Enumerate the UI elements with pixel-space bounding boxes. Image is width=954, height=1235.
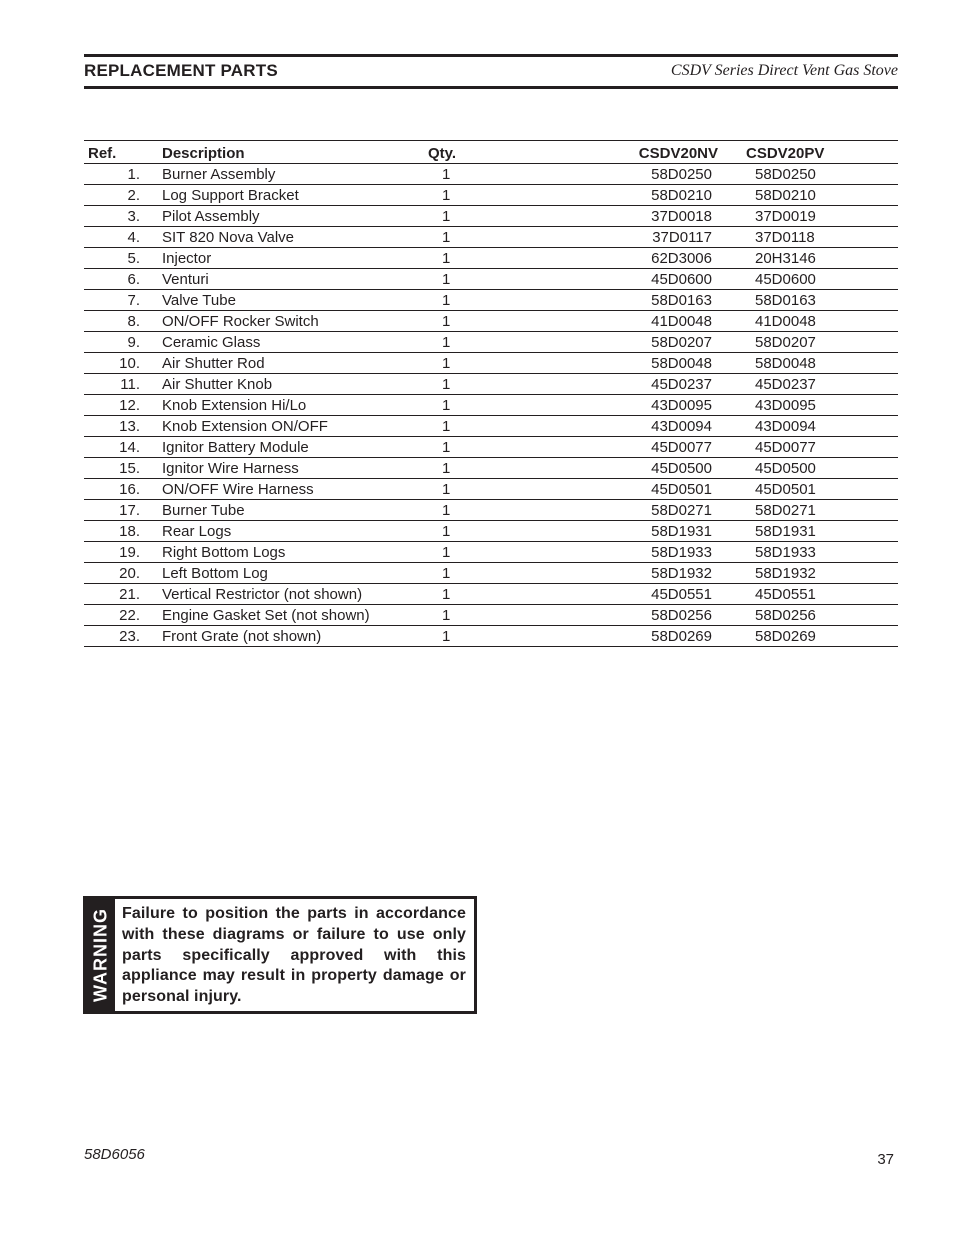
table-row — [84, 395, 898, 416]
cell-spacer — [851, 353, 898, 374]
cell-spacer — [851, 605, 898, 626]
document-number: 58D6056 — [84, 1146, 145, 1163]
table-row — [84, 332, 898, 353]
table-row — [84, 563, 898, 584]
cell-qty: 1 — [424, 248, 592, 269]
cell-qty: 1 — [424, 290, 592, 311]
cell-ref: 15. — [84, 458, 162, 479]
cell-description: Vertical Restrictor (not shown) — [162, 584, 424, 605]
cell-csdv20pv: 58D1931 — [732, 521, 851, 542]
cell-spacer — [851, 164, 898, 185]
cell-description: Burner Assembly — [162, 164, 424, 185]
cell-ref: 12. — [84, 395, 162, 416]
cell-csdv20pv: 43D0095 — [732, 395, 851, 416]
cell-ref: 10. — [84, 353, 162, 374]
cell-ref: 7. — [84, 290, 162, 311]
cell-csdv20pv: 58D0163 — [732, 290, 851, 311]
cell-qty: 1 — [424, 521, 592, 542]
cell-description: Air Shutter Rod — [162, 353, 424, 374]
parts-table — [84, 140, 898, 647]
cell-qty: 1 — [424, 437, 592, 458]
cell-spacer — [851, 584, 898, 605]
cell-qty: 1 — [424, 206, 592, 227]
cell-ref: 14. — [84, 437, 162, 458]
cell-csdv20nv: 58D0048 — [592, 353, 732, 374]
cell-ref: 9. — [84, 332, 162, 353]
cell-spacer — [851, 479, 898, 500]
cell-spacer — [851, 206, 898, 227]
table-row — [84, 185, 898, 206]
cell-ref: 21. — [84, 584, 162, 605]
cell-spacer — [851, 542, 898, 563]
cell-csdv20pv: 58D0250 — [732, 164, 851, 185]
cell-description: SIT 820 Nova Valve — [162, 227, 424, 248]
cell-csdv20nv: 58D0210 — [592, 185, 732, 206]
column-header-spacer — [851, 141, 898, 164]
cell-qty: 1 — [424, 311, 592, 332]
cell-ref: 19. — [84, 542, 162, 563]
cell-qty: 1 — [424, 500, 592, 521]
cell-ref: 1. — [84, 164, 162, 185]
cell-description: Pilot Assembly — [162, 206, 424, 227]
cell-qty: 1 — [424, 605, 592, 626]
cell-description: Ignitor Wire Harness — [162, 458, 424, 479]
cell-csdv20pv: 58D1932 — [732, 563, 851, 584]
cell-ref: 18. — [84, 521, 162, 542]
cell-qty: 1 — [424, 395, 592, 416]
cell-csdv20pv: 45D0500 — [732, 458, 851, 479]
cell-description: Burner Tube — [162, 500, 424, 521]
table-row — [84, 164, 898, 185]
cell-qty: 1 — [424, 227, 592, 248]
cell-csdv20nv: 58D0163 — [592, 290, 732, 311]
warning-text: Failure to position the parts in accordance with these diagrams or failure to use only parts specifically approved with this appliance may result in property damage or personal injury. — [122, 905, 466, 1006]
table-row — [84, 479, 898, 500]
cell-csdv20pv: 45D0237 — [732, 374, 851, 395]
table-header-row — [84, 141, 898, 164]
cell-spacer — [851, 332, 898, 353]
cell-spacer — [851, 626, 898, 647]
cell-spacer — [851, 248, 898, 269]
cell-csdv20nv: 58D0250 — [592, 164, 732, 185]
cell-ref: 13. — [84, 416, 162, 437]
cell-ref: 5. — [84, 248, 162, 269]
cell-qty: 1 — [424, 416, 592, 437]
cell-ref: 3. — [84, 206, 162, 227]
cell-description: Log Support Bracket — [162, 185, 424, 206]
cell-ref: 17. — [84, 500, 162, 521]
cell-csdv20nv: 62D3006 — [592, 248, 732, 269]
warning-label-bar — [86, 899, 115, 1011]
cell-csdv20nv: 45D0501 — [592, 479, 732, 500]
table-row — [84, 374, 898, 395]
cell-csdv20pv: 58D0210 — [732, 185, 851, 206]
cell-csdv20nv: 45D0551 — [592, 584, 732, 605]
cell-csdv20nv: 45D0500 — [592, 458, 732, 479]
cell-csdv20pv: 20H3146 — [732, 248, 851, 269]
cell-csdv20nv: 58D0207 — [592, 332, 732, 353]
cell-ref: 16. — [84, 479, 162, 500]
section-title: REPLACEMENT PARTS — [84, 61, 278, 80]
cell-spacer — [851, 458, 898, 479]
cell-description: Engine Gasket Set (not shown) — [162, 605, 424, 626]
cell-csdv20pv: 58D0256 — [732, 605, 851, 626]
cell-ref: 6. — [84, 269, 162, 290]
cell-description: ON/OFF Rocker Switch — [162, 311, 424, 332]
column-header-csdv20pv: CSDV20PV — [732, 141, 851, 164]
cell-csdv20pv: 58D0271 — [732, 500, 851, 521]
parts-table-body — [84, 164, 898, 647]
cell-csdv20nv: 58D1931 — [592, 521, 732, 542]
cell-qty: 1 — [424, 185, 592, 206]
table-row — [84, 353, 898, 374]
cell-spacer — [851, 437, 898, 458]
table-row — [84, 290, 898, 311]
table-row — [84, 584, 898, 605]
cell-qty: 1 — [424, 458, 592, 479]
cell-csdv20pv: 37D0118 — [732, 227, 851, 248]
page-header — [84, 54, 898, 89]
cell-csdv20nv: 41D0048 — [592, 311, 732, 332]
table-row — [84, 437, 898, 458]
page-number: 37 — [877, 1151, 894, 1168]
cell-description: Left Bottom Log — [162, 563, 424, 584]
cell-description: ON/OFF Wire Harness — [162, 479, 424, 500]
cell-description: Right Bottom Logs — [162, 542, 424, 563]
cell-spacer — [851, 500, 898, 521]
cell-csdv20nv: 43D0095 — [592, 395, 732, 416]
cell-ref: 2. — [84, 185, 162, 206]
cell-qty: 1 — [424, 584, 592, 605]
product-subtitle: CSDV Series Direct Vent Gas Stove — [670, 62, 898, 79]
cell-ref: 4. — [84, 227, 162, 248]
cell-csdv20nv: 45D0600 — [592, 269, 732, 290]
cell-spacer — [851, 374, 898, 395]
cell-ref: 23. — [84, 626, 162, 647]
cell-csdv20pv: 58D0207 — [732, 332, 851, 353]
cell-description: Front Grate (not shown) — [162, 626, 424, 647]
table-row — [84, 626, 898, 647]
column-header-qty: Qty. — [424, 141, 592, 164]
cell-qty: 1 — [424, 164, 592, 185]
column-header-ref: Ref. — [84, 141, 162, 164]
cell-csdv20pv: 45D0551 — [732, 584, 851, 605]
cell-qty: 1 — [424, 332, 592, 353]
table-row — [84, 269, 898, 290]
cell-qty: 1 — [424, 479, 592, 500]
table-row — [84, 500, 898, 521]
cell-csdv20pv: 58D0269 — [732, 626, 851, 647]
cell-csdv20nv: 45D0077 — [592, 437, 732, 458]
table-row — [84, 248, 898, 269]
cell-qty: 1 — [424, 542, 592, 563]
table-row — [84, 458, 898, 479]
cell-csdv20pv: 45D0600 — [732, 269, 851, 290]
cell-spacer — [851, 521, 898, 542]
cell-csdv20pv: 41D0048 — [732, 311, 851, 332]
cell-description: Knob Extension Hi/Lo — [162, 395, 424, 416]
cell-qty: 1 — [424, 353, 592, 374]
cell-qty: 1 — [424, 563, 592, 584]
cell-csdv20nv: 45D0237 — [592, 374, 732, 395]
cell-spacer — [851, 290, 898, 311]
cell-csdv20nv: 58D1933 — [592, 542, 732, 563]
cell-qty: 1 — [424, 374, 592, 395]
cell-csdv20pv: 58D1933 — [732, 542, 851, 563]
cell-spacer — [851, 185, 898, 206]
warning-box — [83, 896, 477, 1014]
table-row — [84, 605, 898, 626]
cell-description: Injector — [162, 248, 424, 269]
cell-csdv20pv: 45D0077 — [732, 437, 851, 458]
cell-ref: 22. — [84, 605, 162, 626]
cell-csdv20pv: 58D0048 — [732, 353, 851, 374]
cell-spacer — [851, 416, 898, 437]
cell-csdv20nv: 58D1932 — [592, 563, 732, 584]
cell-spacer — [851, 227, 898, 248]
cell-csdv20pv: 43D0094 — [732, 416, 851, 437]
cell-qty: 1 — [424, 269, 592, 290]
table-row — [84, 542, 898, 563]
cell-qty: 1 — [424, 626, 592, 647]
cell-description: Air Shutter Knob — [162, 374, 424, 395]
cell-csdv20nv: 58D0269 — [592, 626, 732, 647]
cell-ref: 8. — [84, 311, 162, 332]
table-row — [84, 521, 898, 542]
cell-spacer — [851, 311, 898, 332]
cell-ref: 20. — [84, 563, 162, 584]
cell-description: Rear Logs — [162, 521, 424, 542]
cell-csdv20nv: 37D0018 — [592, 206, 732, 227]
table-row — [84, 227, 898, 248]
cell-description: Valve Tube — [162, 290, 424, 311]
cell-csdv20nv: 58D0271 — [592, 500, 732, 521]
cell-ref: 11. — [84, 374, 162, 395]
table-row — [84, 206, 898, 227]
cell-description: Ignitor Battery Module — [162, 437, 424, 458]
column-header-csdv20nv: CSDV20NV — [592, 141, 732, 164]
cell-spacer — [851, 563, 898, 584]
cell-description: Knob Extension ON/OFF — [162, 416, 424, 437]
warning-label: WARNING — [90, 908, 110, 1002]
cell-description: Ceramic Glass — [162, 332, 424, 353]
column-header-description: Description — [162, 141, 424, 164]
cell-description: Venturi — [162, 269, 424, 290]
cell-csdv20pv: 45D0501 — [732, 479, 851, 500]
cell-csdv20nv: 43D0094 — [592, 416, 732, 437]
cell-csdv20pv: 37D0019 — [732, 206, 851, 227]
cell-csdv20nv: 58D0256 — [592, 605, 732, 626]
table-row — [84, 311, 898, 332]
cell-spacer — [851, 395, 898, 416]
table-row — [84, 416, 898, 437]
cell-spacer — [851, 269, 898, 290]
cell-csdv20nv: 37D0117 — [592, 227, 732, 248]
